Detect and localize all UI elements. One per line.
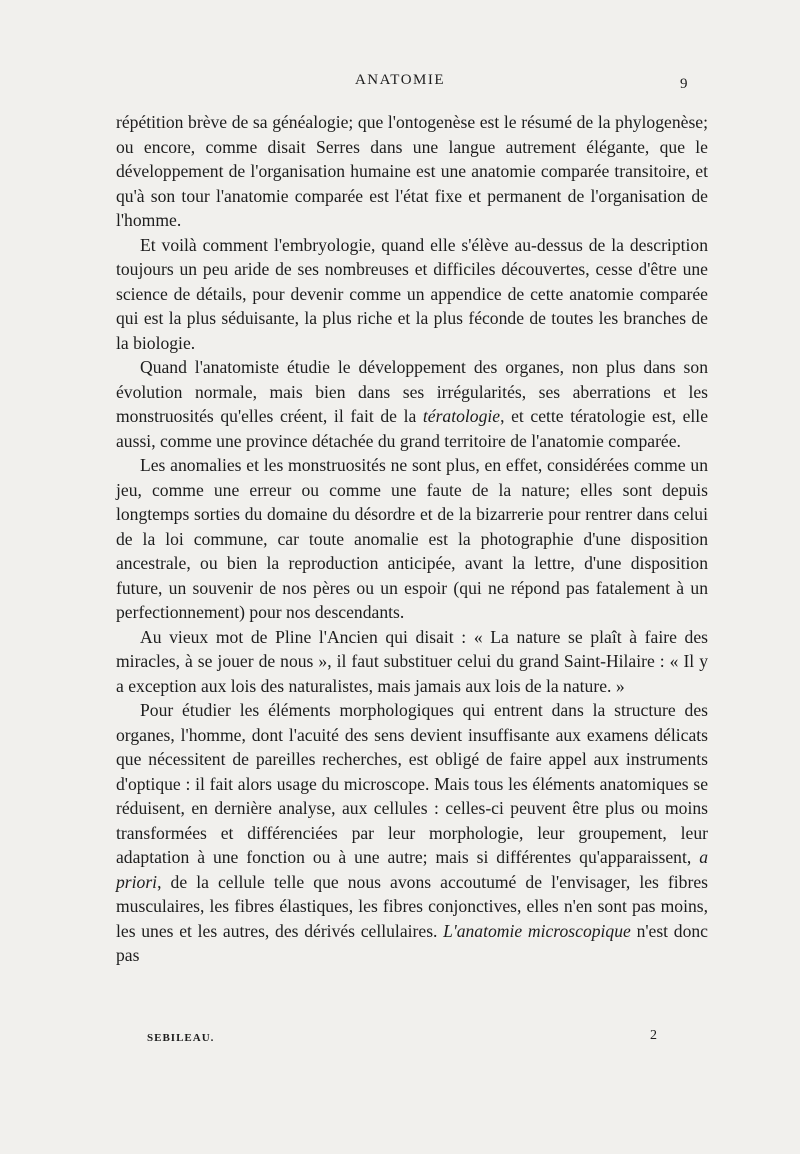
text-run: Au vieux mot de Pline l'Ancien qui disait : « La nature se plaît à faire des miracles, à se jouer de nous », il faut substituer celui du grand Saint-Hilaire : « Il y a exception aux lois des naturalistes, mais jamais aux lois de la nature. » — [116, 626, 708, 696]
italic-term: tératologie — [422, 406, 501, 426]
italic-term: a priori — [116, 847, 708, 892]
paragraph — [116, 698, 708, 968]
page-number: 9 — [680, 76, 688, 92]
text-run: Quand l'anatomiste étudie le développement des organes, non plus dans son évolution normale, mais bien dans ses irrégularités, ses aberrations et les monstruosités qu'elles créent, il fait de la — [116, 357, 708, 426]
printer-signature: SEBILEAU. — [147, 1032, 215, 1044]
paragraph — [116, 625, 708, 699]
paragraph — [116, 110, 708, 233]
sheet-number: 2 — [650, 1028, 657, 1043]
paragraph — [116, 233, 708, 356]
paragraph — [116, 355, 708, 453]
text-run: Pour étudier les éléments morphologiques qui entrent dans la structure des organes, l'homme, dont l'acuité des sens devient insuffisante aux examens délicats que nécessitent de pareilles recherches, est obligé de faire appel aux instruments d'optique : il fait alors usage du microscope. Mais tous les éléments anatomiques se réduisent, en dernière analyse, aux cellules : celles-ci peuvent être plus ou moins transformées et différenciées par leur morphologie, leur groupement, leur adaptation à une fonction ou à une autre; mais si différentes qu'apparaissent, — [116, 700, 708, 867]
paragraph — [116, 453, 708, 625]
text-run: , de la cellule telle que nous avons accoutumé de l'envisager, les fibres musculaires, les fibres élastiques, les fibres conjonctives, elles n'en sont pas moins, les unes et les autres, des dérivés cellulaires. — [116, 871, 708, 941]
text-run: répétition brève de sa généalogie; que l'ontogenèse est le résumé de la phylogenèse; ou encore, comme disait Serres dans une langue autrement élégante, que le développement de l'organisation humaine est une anatomie comparée transitoire, et qu'à son tour l'anatomie comparée est l'état fixe et permanent de l'organisation de l'homme. — [116, 112, 708, 230]
text-run: , et cette tératologie est, elle aussi, comme une province détachée du grand territoire de l'anatomie comparée. — [116, 406, 709, 451]
text-run: n'est donc pas — [116, 920, 708, 965]
body-text — [116, 110, 708, 968]
text-run: Et voilà comment l'embryologie, quand elle s'élève au-dessus de la description toujours un peu aride de ses nombreuses et difficiles découvertes, cesse d'être une science de détails, pour devenir comme un appendice de cette anatomie comparée qui est la plus séduisante, la plus riche et la plus féconde de toutes les branches de la biologie. — [116, 234, 708, 353]
running-header-title: ANATOMIE — [354, 72, 446, 88]
text-run: Les anomalies et les monstruosités ne sont plus, en effet, considérées comme un jeu, comme une erreur ou comme une faute de la nature; elles sont depuis longtemps sorties du domaine du désordre et de la bizarrerie pour rentrer dans celui de la loi commune, car toute anomalie est la photographie d'une disposition ancestrale, ou bien la reproduction anticipée, avant la lettre, d'une disposition future, un souvenir de nos pères ou un espoir (qui ne répond pas fatalement à un perfectionnement) pour nos descendants. — [116, 455, 708, 622]
italic-term: L'anatomie microscopique — [443, 920, 631, 941]
